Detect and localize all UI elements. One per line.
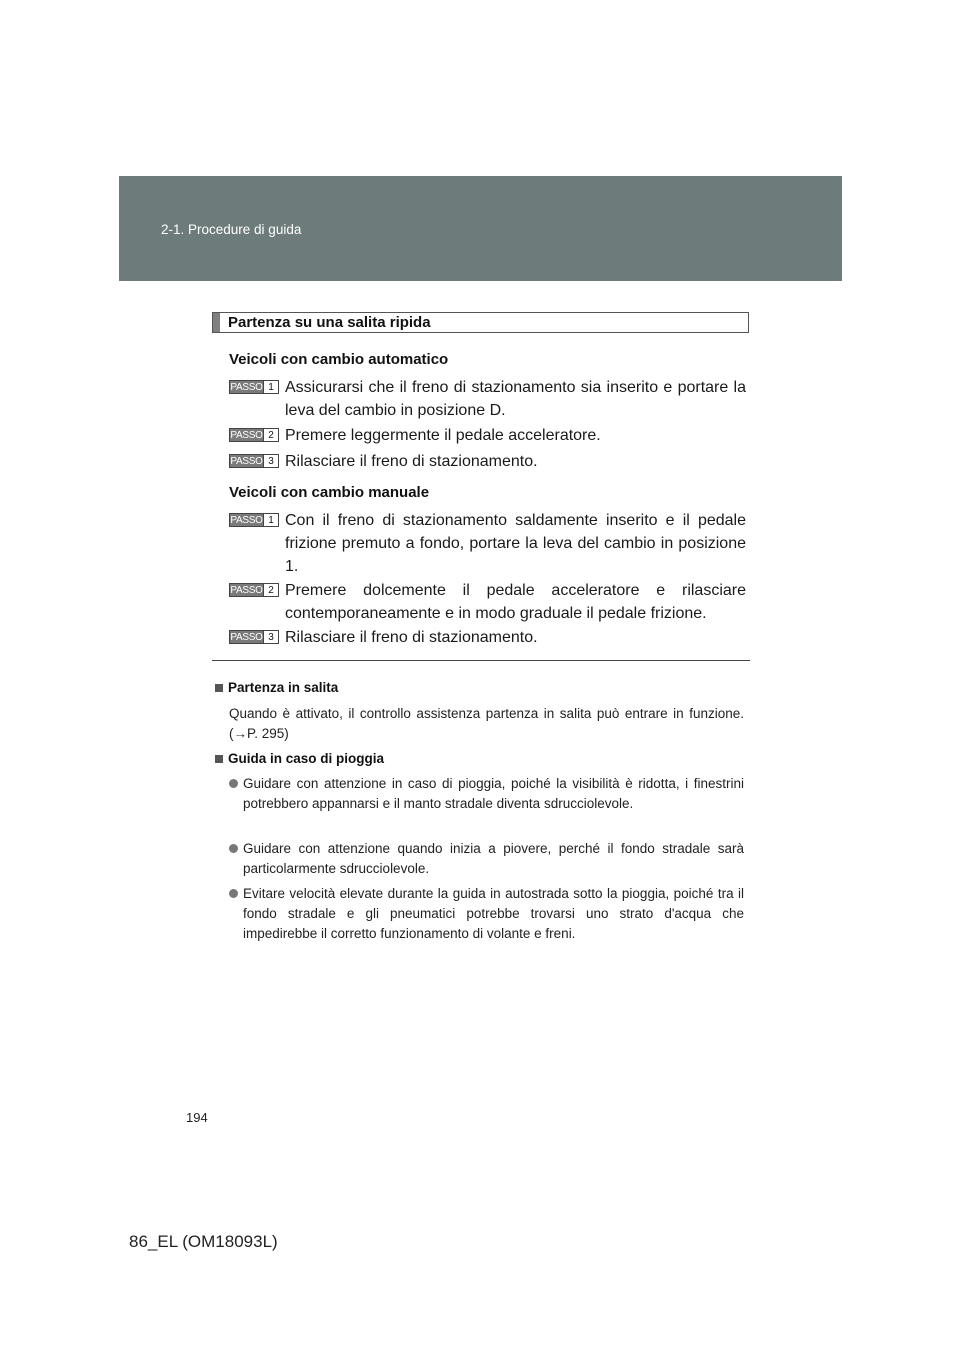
manual-heading: Veicoli con cambio manuale [229,484,430,501]
step-text: Con il freno di stazionamento saldamente inserito e il pedale frizione premuto a fondo, portare la leva del cambio in posizione 1. [285,512,746,575]
circle-bullet-icon [229,779,238,788]
square-bullet-icon [215,684,223,692]
page-number: 194 [186,1110,208,1125]
square-bullet-icon [215,755,223,763]
list-item: Evitare velocità elevate durante la guida in autostrada sotto la pioggia, poiché tra il fondo stradale e gli pneumatici potrebbe trovarsi uno strato d'acqua che impedirebbe il corretto funzionamento di volante e freni. [229,884,744,944]
note-heading-rain: Guida in caso di pioggia [215,751,384,766]
step-text: Premere leggermente il pedale acceleratore. [285,427,601,444]
section-title-bar [213,313,220,332]
step-text: Rilasciare il freno di stazionamento. [285,453,538,470]
section-title: Partenza su una salita ripida [228,314,431,331]
document-code: 86_EL (OM18093L) [129,1232,278,1251]
step-text: Assicurarsi che il freno di stazionamento sia inserito e portare la leva del cambio in posizione D. [285,379,746,419]
auto-step-2 [229,424,746,447]
step-badge: PASSO 2 [229,583,279,597]
automatic-heading: Veicoli con cambio automatico [229,351,449,368]
circle-bullet-icon [229,889,238,898]
step-badge: PASSO 1 [229,513,279,527]
circle-bullet-icon [229,844,238,853]
header-band [119,176,842,281]
step-badge: PASSO 3 [229,454,279,468]
chapter-breadcrumb: 2-1. Procedure di guida [161,222,302,237]
step-text: Rilasciare il freno di stazionamento. [285,629,538,646]
section-title-box [212,312,749,333]
auto-step-1 [229,376,746,422]
note-text-hill-start: Quando è attivato, il controllo assistenza partenza in salita può entrare in funzione. (→P. 295) [229,706,744,741]
step-badge: PASSO 1 [229,380,279,394]
auto-step-3 [229,450,746,473]
step-badge: PASSO 3 [229,630,279,644]
note-heading-hill-start: Partenza in salita [215,680,338,695]
list-item: Guidare con attenzione quando inizia a piovere, perché il fondo stradale sarà particolarmente sdrucciolevole. [229,839,744,879]
list-item: Guidare con attenzione in caso di pioggia, poiché la visibilità è ridotta, i finestrini potrebbero appannarsi e il manto stradale diventa sdrucciolevole. [229,774,744,814]
section-divider [212,660,750,661]
step-text: Premere dolcemente il pedale acceleratore e rilasciare contemporaneamente e in modo graduale il pedale frizione. [285,582,746,622]
manual-step-2 [229,579,746,625]
step-badge: PASSO 2 [229,428,279,442]
manual-step-3 [229,626,746,649]
manual-step-1 [229,509,746,578]
